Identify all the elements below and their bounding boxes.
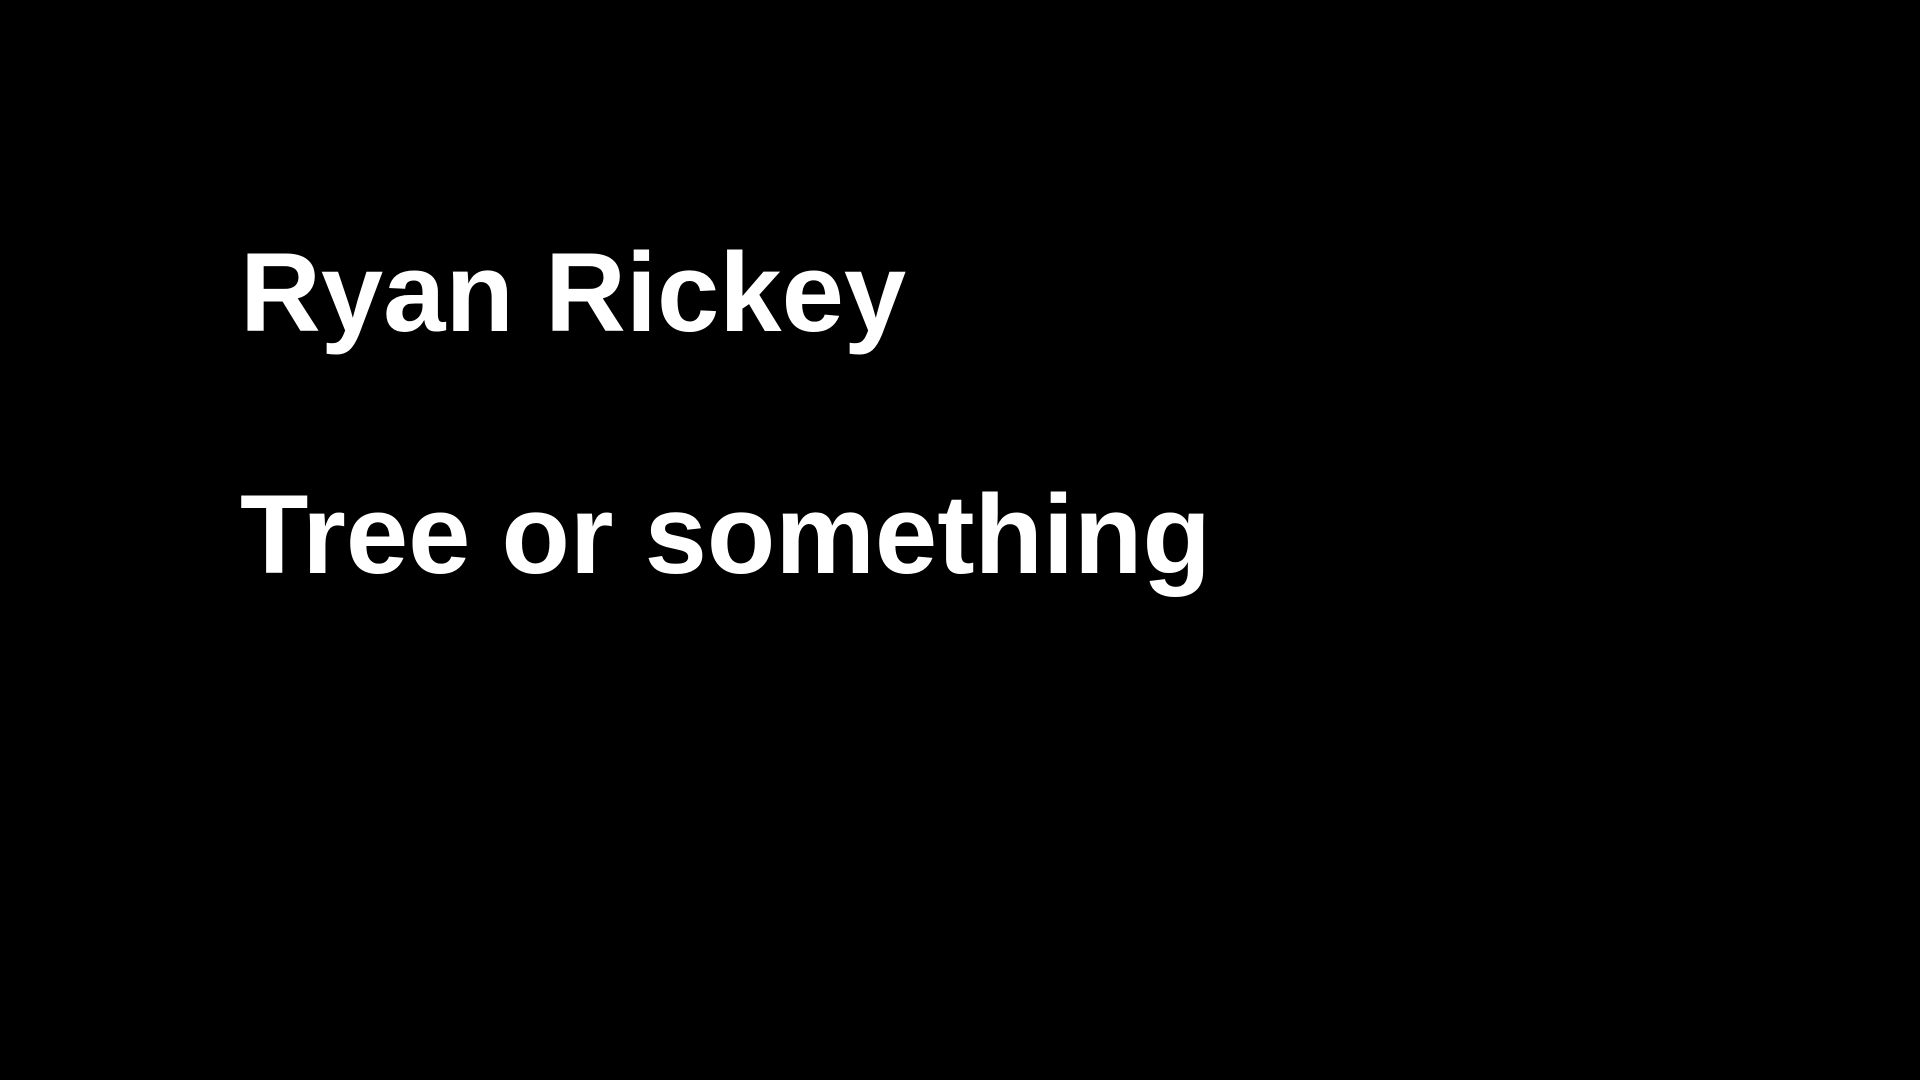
- slide-title: Ryan Rickey: [240, 230, 907, 355]
- slide-subtitle: Tree or something: [240, 472, 1211, 597]
